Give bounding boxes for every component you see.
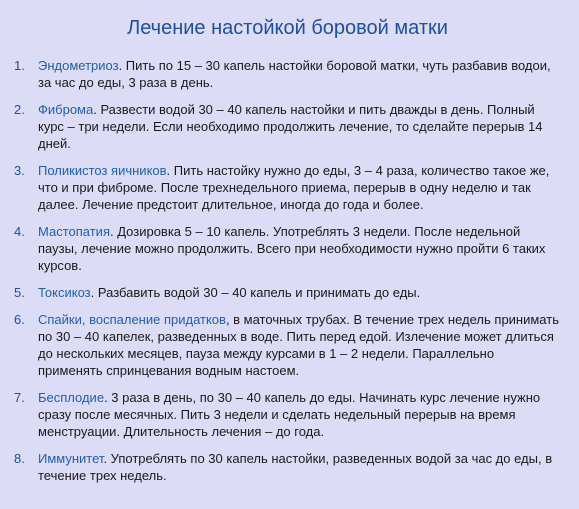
item-term: Иммунитет [38, 451, 104, 466]
item-term: Бесплодие [38, 390, 105, 405]
list-item [14, 450, 561, 484]
list-item [14, 223, 561, 274]
list-item [14, 101, 561, 152]
item-body [38, 450, 561, 484]
item-number: 1. [14, 58, 25, 73]
item-term: Поликистоз яичников [38, 163, 167, 178]
treatment-list [14, 57, 561, 484]
item-body [38, 389, 561, 440]
item-number: 7. [14, 390, 25, 405]
item-term: Токсикоз [38, 285, 91, 300]
item-number: 6. [14, 312, 25, 327]
item-body [38, 223, 561, 274]
item-term: Спайки, воспаление придатков [38, 312, 226, 327]
item-text: . Разбавить водой 30 – 40 капель и принимать до еды. [90, 285, 421, 300]
list-item [14, 389, 561, 440]
item-body [38, 311, 561, 379]
item-number: 8. [14, 451, 25, 466]
item-text: . Пить настойку нужно до еды, 3 – 4 раза, количество такое же, что и при фиброме. После трехнедельного приема, перерыв в одну неделю и так далее. Лечение предстоит длительное, иногда до года и более. [38, 163, 550, 212]
item-text: . 3 раза в день, по 30 – 40 капель до еды. Начинать курс лечение нужно сразу после месячных. Пить 3 недели и сделать недельный перерыв на время менструации. Длительность лечения – до года. [38, 390, 541, 439]
item-term: Фиброма [38, 102, 94, 117]
item-body [38, 57, 561, 91]
item-text: . Пить по 15 – 30 капель настойки боровой матки, чуть разбавив водои, за час до еды, 3 раза в день. [38, 58, 551, 90]
item-text: , в маточных трубах. В течение трех недель принимать по 30 – 40 капелек, разведенных в воде. Пить перед едой. Излечение может длиться до нескольких месяцев, пауза между курсами в 1 – 2 недели. Параллельно применять спринцевания водным настоем. [38, 312, 559, 378]
item-text: . Употреблять по 30 капель настойки, разведенных водой за час до еды, в течение трех недель. [38, 451, 553, 483]
list-item [14, 284, 561, 301]
list-item [14, 162, 561, 213]
item-number: 3. [14, 163, 25, 178]
item-body [38, 284, 561, 301]
list-item [14, 311, 561, 379]
item-body [38, 162, 561, 213]
item-term: Мастопатия [38, 224, 110, 239]
item-number: 5. [14, 285, 25, 300]
item-text: . Дозировка 5 – 10 капель. Употреблять 3 недели. После недельной паузы, лечение можно продолжить. Всего при необходимости нужно пройти 6 таких курсов. [38, 224, 546, 273]
page-title: Лечение настойкой боровой матки [127, 17, 448, 39]
item-term: Эндометриоз [38, 58, 119, 73]
item-body [38, 101, 561, 152]
item-number: 2. [14, 102, 25, 117]
item-number: 4. [14, 224, 25, 239]
list-item [14, 57, 561, 91]
item-text: . Развести водой 30 – 40 капель настойки и пить дважды в день. Полный курс – три недели. Если необходимо продолжить лечение, то сделайте перерыв 14 дней. [38, 102, 543, 151]
